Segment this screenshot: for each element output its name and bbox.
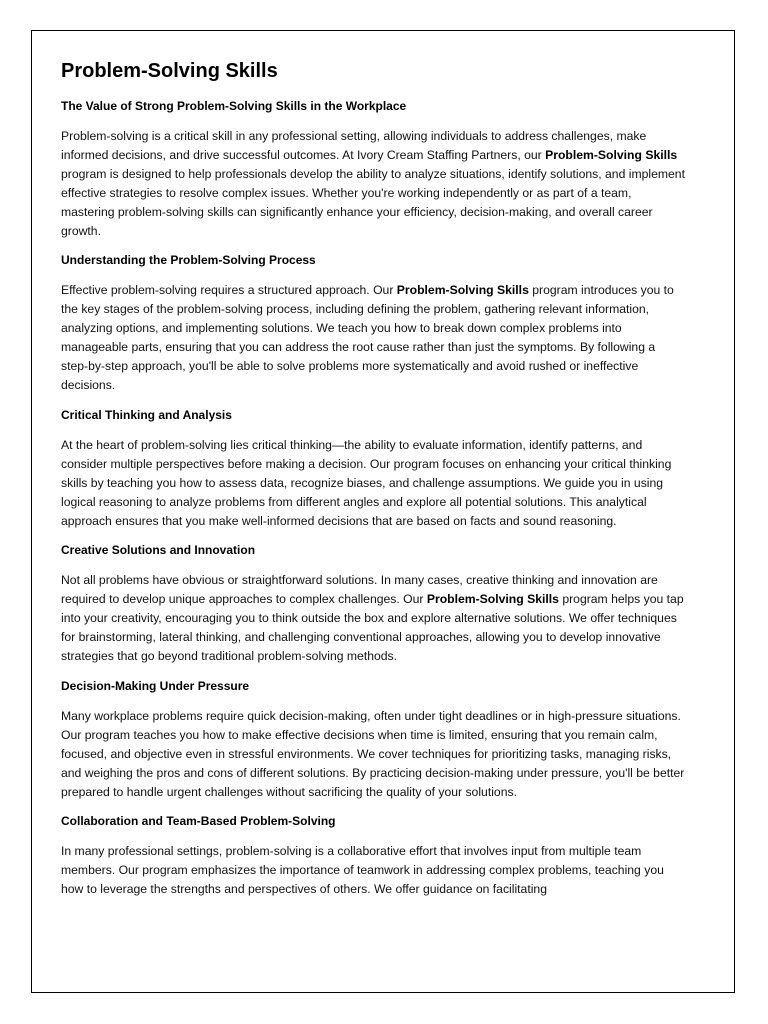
- document-title: Problem-Solving Skills: [61, 60, 278, 82]
- section-paragraph: Not all problems have obvious or straightforward solutions. In many cases, creative thinking and innovation are required to develop unique approaches to complex challenges. Our Problem-Solving Skills program helps you tap into your creativity, encouraging you to think outside the box and explore alternative solutions. We offer techniques for brainstorming, lateral thinking, and challenging conventional approaches, allowing you to develop innovative strategies that go beyond traditional problem-solving methods.: [61, 573, 684, 664]
- program-name-bold: Problem-Solving Skills: [545, 147, 678, 162]
- section-paragraph: Problem-solving is a critical skill in any professional setting, allowing individuals to address challenges, make informed decisions, and drive successful outcomes. At Ivory Cream Staffing Partners, our Problem-Solving Skills program is designed to help professionals develop the ability to analyze situations, identify solutions, and implement effective strategies to resolve complex issues. Whether you're working independently or as part of a team, mastering problem-solving skills can significantly enhance your efficiency, decision-making, and overall career growth.: [61, 129, 685, 238]
- program-name-bold: Problem-Solving Skills: [396, 283, 529, 298]
- program-name-bold: Problem-Solving Skills: [426, 592, 559, 607]
- document-content: [61, 58, 685, 910]
- section-heading: The Value of Strong Problem-Solving Skills in the Workplace: [61, 99, 407, 113]
- section-paragraph: In many professional settings, problem-solving is a collaborative effort that involves input from multiple team members. Our program emphasizes the importance of teamwork in addressing complex problems, teaching you how to leverage the strengths and perspectives of others. We offer guidance on facilitating: [61, 844, 664, 897]
- section-heading: Creative Solutions and Innovation: [61, 543, 256, 558]
- section-paragraph: At the heart of problem-solving lies critical thinking—the ability to evaluate information, identify patterns, and consider multiple perspectives before making a decision. Our program focuses on enhancing your critical thinking skills by teaching you how to assess data, recognize biases, and challenge assumptions. We guide you in using logical reasoning to analyze problems from different angles and explore all potential solutions. This analytical approach ensures that you make well-informed decisions that are based on facts and sound reasoning.: [61, 437, 672, 528]
- section-heading: Critical Thinking and Analysis: [61, 407, 232, 422]
- section-heading: Collaboration and Team-Based Problem-Solving: [61, 814, 336, 829]
- section-heading: Decision-Making Under Pressure: [61, 678, 250, 693]
- section-paragraph: Many workplace problems require quick decision-making, often under tight deadlines or in high-pressure situations. Our program teaches you how to make effective decisions when time is limited, ensuring that you remain calm, focused, and objective even in stressful environments. We cover techniques for prioritizing tasks, managing risks, and weighing the pros and cons of different solutions. By practicing decision-making under pressure, you'll be better prepared to handle urgent challenges without sacrificing the quality of your solutions.: [61, 708, 685, 799]
- section-heading: Understanding the Problem-Solving Process: [61, 253, 316, 268]
- section-paragraph: Effective problem-solving requires a structured approach. Our Problem-Solving Skills program introduces you to the key stages of the problem-solving process, including defining the problem, gathering relevant information, analyzing options, and implementing solutions. We teach you how to break down complex problems into manageable parts, ensuring that you can address the root cause rather than just the symptoms. By following a step-by-step approach, you'll be able to solve problems more systematically and avoid rushed or ineffective decisions.: [61, 283, 674, 392]
